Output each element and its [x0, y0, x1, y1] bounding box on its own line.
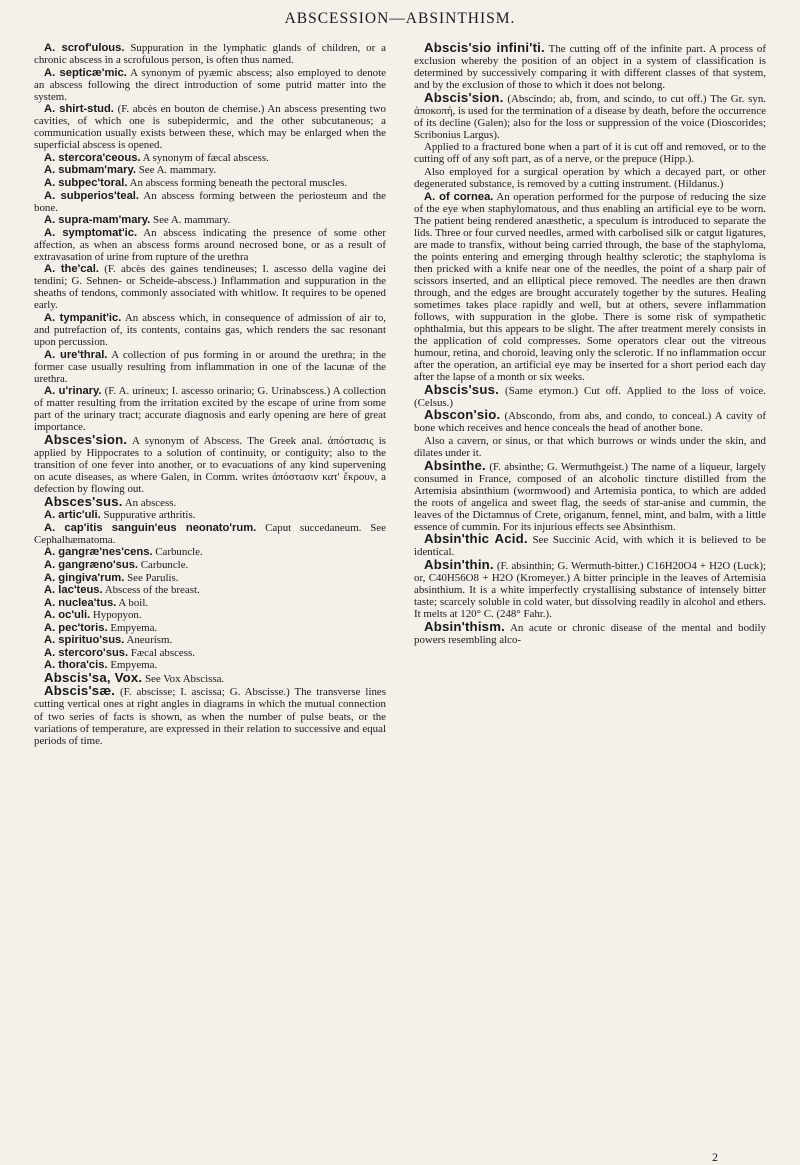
dictionary-entry — [34, 509, 386, 521]
entry-headword: A. spirituo'sus. — [44, 634, 125, 647]
dictionary-entry — [34, 67, 386, 103]
entry-headword: A. the'cal. — [44, 263, 99, 276]
right-column — [414, 42, 766, 646]
entry-headword: Absces'sus. — [44, 493, 123, 509]
left-column — [34, 42, 386, 747]
entry-headword: Abscis'sa, Vox. — [44, 669, 143, 685]
dictionary-entry — [34, 685, 386, 746]
dictionary-entry — [34, 190, 386, 214]
entry-definition: (F. absinthin; G. Wermuth-bitter.) C16H20O4 + H2O (Luck); or, C40H56O8 + H2O (Kromeyer.) A bitter principle in the leaves of Artemisia absinthium. It is a white imperfectly crystallising substance of intensely bitter taste; scarcely soluble in cold water, but dissolving readily in alcohol and ethers. It melts at 120° C. (248° Fahr.). — [414, 559, 766, 621]
entry-headword: A. gangræ'nes'cens. — [44, 546, 153, 559]
entry-definition: (Abscondo, from abs, and condo, to conceal.) A cavity of bone which receives and hence conceals the head of another bone. — [414, 410, 766, 435]
entry-definition: A collection of pus forming in or around the urethra; in the former case usually resulting from inflammation in one of the lacunæ of the urethra. — [34, 348, 387, 385]
page-header: ABSCESSION—ABSINTHISM. — [284, 10, 516, 27]
entry-definition: (F. absinthe; G. Wermuthgeist.) The name of a liqueur, largely consumed in France, composed of an alcoholic tincture distilled from the Artemisia absinthium (wormwood) and Artemisia pontica, to which are added the roots of angelica and sweet flag, the seeds of star-anise and cummin, the leaves of the Dictamnus of Crete, origanum, fennel, mint, and balm, with a little essence of cummin. For its injurious effects see Absinthism. — [414, 460, 766, 533]
entry-headword: A. pec'toris. — [44, 621, 108, 634]
dictionary-entry — [414, 166, 766, 190]
dictionary-entry — [34, 546, 386, 558]
entry-headword: A. supra-mam'mary. — [44, 214, 151, 227]
dictionary-entry — [34, 349, 386, 385]
entry-headword: A. subpec'toral. — [44, 177, 128, 190]
entry-definition: An abscess forming beneath the pectoral muscles. — [127, 177, 348, 190]
entry-definition: (F. A. urineux; I. ascesso orinario; G. Urinabscess.) A collection of matter resulting from the irritation excited by the escape of urine from some part of the urinary tract; accurate diagnosis and early opening are here of great importance. — [34, 385, 386, 434]
entry-headword: A. cap'itis sanguin'eus neonato'rum. — [44, 521, 257, 534]
entry-headword: Absces'sion. — [44, 432, 128, 447]
dictionary-entry — [34, 647, 386, 659]
dictionary-entry — [414, 533, 766, 558]
entry-definition: See A. mammary. — [136, 164, 217, 177]
dictionary-entry — [34, 164, 386, 176]
entry-headword: A. thora'cis. — [44, 659, 108, 672]
entry-headword: A. stercoro'sus. — [44, 646, 129, 659]
entry-headword: A. scrof'ulous. — [44, 42, 125, 54]
entry-headword: A. shirt-stud. — [44, 103, 114, 116]
entry-definition: An operation performed for the purpose of reducing the size of the eye when staphylomatous, and thus enabling an artificial eye to be worn. The patient being rendered anæsthetic, a speculum is introduced to separate the lids. Three or four curved needles, armed with carbolised silk or catgut ligatures, are made to transfix, without being carried through, the base of the staphyloma, the points entering and emerging through healthy sclerotic; the staphyloma is then pricked with a knife near one of the needles, the point of a sharp pair of scissors inserted, and an elliptical piece removed. The needles are then drawn through, and the edges are brought accurately together by the sutures. Healing sometimes takes place rapidly and well, but at others, severe inflammation follows, with suppuration in the globe. There is some risk of sympathetic ophthalmia, but this appears to be slight. The after treatment merely consists in the application of cold compresses. Some operators clear out the vitreous humour, retina, and choroid, leaving only the sclerotic. If no inflammation occur after the operation, an artificial eye may be inserted for a short period each day after the lapse of a month or six weeks. — [414, 190, 767, 384]
dictionary-entry — [34, 177, 386, 189]
entry-definition: Fæcal abscess. — [128, 646, 195, 659]
entry-headword: Absin'thism. — [424, 618, 506, 634]
entry-definition: (F. abcès en bouton de chemise.) An abscess presenting two cavities, of which one is subepidermic, and the other subcutaneous; a communication usually exists between these, which may be enlarged when the superficial abscess is opened. — [34, 103, 386, 152]
entry-headword: A. submam'mary. — [44, 164, 136, 177]
entry-definition: Caput succedaneum. See Cephalhæmatoma. — [34, 521, 386, 546]
dictionary-entry — [34, 584, 386, 596]
entry-headword: Abscis'sion. — [424, 89, 504, 105]
entry-definition: Aneurism. — [124, 634, 173, 647]
dictionary-entry — [34, 493, 386, 509]
dictionary-entry — [34, 634, 386, 646]
entry-definition: See Vox Abscissa. — [142, 672, 225, 685]
entry-definition: An abscess which, in consequence of admission of air to, and putrefaction of, its contents, contains gas, which renders the sac resonant upon percussion. — [34, 312, 386, 349]
entry-definition: Abscess of the breast. — [102, 584, 200, 597]
entry-definition: Suppurative arthritis. — [100, 509, 196, 522]
dictionary-entry — [34, 609, 386, 621]
entry-headword: A. u'rinary. — [44, 385, 102, 398]
entry-definition: (Abscindo; ab, from, and scindo, to cut off.) The Gr. syn. ἀποκοπή, is used for the termination of a disease by death, before the occurrence of its decline (Galen); also for the loss or suppression of the voice (Dioscorides; Scribonius Largus). — [414, 92, 766, 141]
entry-headword: A. lac'teus. — [44, 584, 103, 597]
entry-headword: A. gingiva'rum. — [44, 571, 125, 584]
dictionary-entry — [34, 522, 386, 546]
dictionary-entry — [414, 191, 766, 384]
entry-definition: A boil. — [116, 596, 149, 609]
entry-headword: A. ure'thral. — [44, 348, 108, 361]
entry-definition: A synonym of fæcal abscess. — [140, 151, 269, 164]
dictionary-entry — [414, 42, 766, 91]
entry-definition: Carbuncle. — [152, 546, 203, 559]
entry-definition: See Succinic Acid, with which it is believed to be identical. — [414, 534, 766, 559]
entry-headword: A. tympanit'ic. — [44, 312, 122, 325]
entry-definition: Hypopyon. — [90, 609, 142, 622]
dictionary-entry — [34, 152, 386, 164]
entry-definition: The cutting off of the infinite part. A process of exclusion whereby the position of an object in a system of classification is determined by successively comparing it with different classes of that system, and by the exclusion of those to which it does not belong. — [414, 43, 766, 92]
entry-definition: An abscess. — [122, 496, 177, 509]
dictionary-entry — [414, 381, 766, 409]
entry-headword: A. oc'uli. — [44, 609, 91, 622]
entry-headword: Abscis'sio infini'ti. — [424, 40, 545, 55]
dictionary-entry — [34, 597, 386, 609]
entry-definition: (F. abscisse; I. ascissa; G. Abscisse.) The transverse lines cutting vertical ones at right angles in diagrams in which the mutual connection of two series of facts is shown, as when the number of pulse beats, or the variations of temperature, are expressed in their relation to successive and equal periods of time. — [34, 686, 386, 747]
dictionary-entry — [34, 227, 386, 263]
entry-headword: A. stercora'ceous. — [44, 151, 141, 164]
dictionary-entry — [34, 385, 386, 433]
dictionary-entry — [34, 263, 386, 311]
dictionary-entry — [34, 312, 386, 348]
entry-definition: An acute or chronic disease of the mental and bodily powers resembling alco- — [414, 621, 766, 646]
dictionary-entry — [414, 409, 766, 434]
entry-definition: Empyema. — [107, 659, 158, 672]
entry-definition: An abscess forming between the periosteum and the bone. — [34, 189, 386, 214]
entry-definition: (F. abcès des gaines tendineuses; I. ascesso della vagine dei tendini; G. Sehnen- or Scheide-abscess.) Inflammation and suppuration in the sheaths of tendons, commonly associated with whitlow. It requires to be opened early. — [34, 263, 386, 312]
dictionary-entry — [414, 618, 766, 646]
dictionary-entry — [414, 556, 766, 621]
entry-definition: A synonym of Abscess. The Greek anal. ἀπόστασις is applied by Hippocrates to a solution of continuity, or contiguity; also to the transition of one fever into another, or to evacuations of any kind supervening on acute diseases, as where Galen, in Comm. writes ἀπόστασιν κατ' ἔκρουν, a defection by flowing out. — [34, 435, 386, 496]
entry-definition: Also a cavern, or sinus, or that which burrows or winds under the skin, and dilates under it. — [414, 435, 766, 460]
dictionary-entry — [34, 622, 386, 634]
entry-definition: Carbuncle. — [138, 558, 189, 571]
entry-headword: Abscon'sio. — [424, 407, 501, 423]
entry-headword: Abscis'sæ. — [44, 683, 116, 699]
entry-definition: Also employed for a surgical operation by which a decayed part, or other degenerated substance, is removed by a cutting instrument. (Hildanus.) — [414, 165, 766, 191]
dictionary-entry — [34, 572, 386, 584]
entry-definition: An abscess indicating the presence of some other affection, as when an abscess forms around necrosed bone, or as a result of extravasation of urine from rupture of the urethra — [34, 226, 386, 263]
entry-definition: Applied to a fractured bone when a part of it is cut off and removed, or to the cutting off of any soft part, as of a nerve, or the prepuce (Hipp.). — [414, 141, 766, 166]
entry-definition: See Parulis. — [124, 571, 179, 584]
dictionary-entry — [414, 89, 766, 141]
dictionary-entry — [414, 457, 766, 533]
entry-headword: A. nuclea'tus. — [44, 596, 117, 609]
entry-headword: A. septicæ'mic. — [44, 66, 127, 79]
entry-definition: See A. mammary. — [150, 214, 231, 227]
entry-headword: A. symptomat'ic. — [44, 226, 138, 239]
dictionary-entry — [34, 103, 386, 151]
entry-headword: A. gangræno'sus. — [44, 558, 139, 571]
entry-headword: Absinthe. — [424, 457, 486, 473]
entry-headword: A. of cornea. — [424, 190, 494, 203]
dictionary-entry — [34, 42, 386, 66]
entry-definition: (Same etymon.) Cut off. Applied to the loss of voice. (Celsus.) — [414, 384, 766, 409]
dictionary-entry — [34, 214, 386, 226]
dictionary-entry — [34, 434, 386, 495]
entry-headword: Absin'thic Acid. — [424, 531, 528, 547]
entry-definition: A synonym of pyæmic abscess; also employed to denote an abscess following the direct introduction of some putrid matter into the system. — [34, 66, 386, 103]
entry-definition: Suppuration in the lymphatic glands of children, or a chronic abscess in a scrofulous person, is often thus named. — [34, 42, 386, 67]
entry-headword: A. artic'uli. — [44, 509, 101, 522]
entry-headword: Absin'thin. — [424, 556, 494, 572]
dictionary-entry — [414, 141, 766, 165]
entry-headword: Abscis'sus. — [424, 381, 499, 397]
entry-definition: Empyema. — [107, 621, 158, 634]
dictionary-entry — [34, 559, 386, 571]
dictionary-entry — [414, 435, 766, 459]
page-number: 2 — [712, 1150, 718, 1164]
entry-headword: A. subperios'teal. — [44, 189, 140, 202]
